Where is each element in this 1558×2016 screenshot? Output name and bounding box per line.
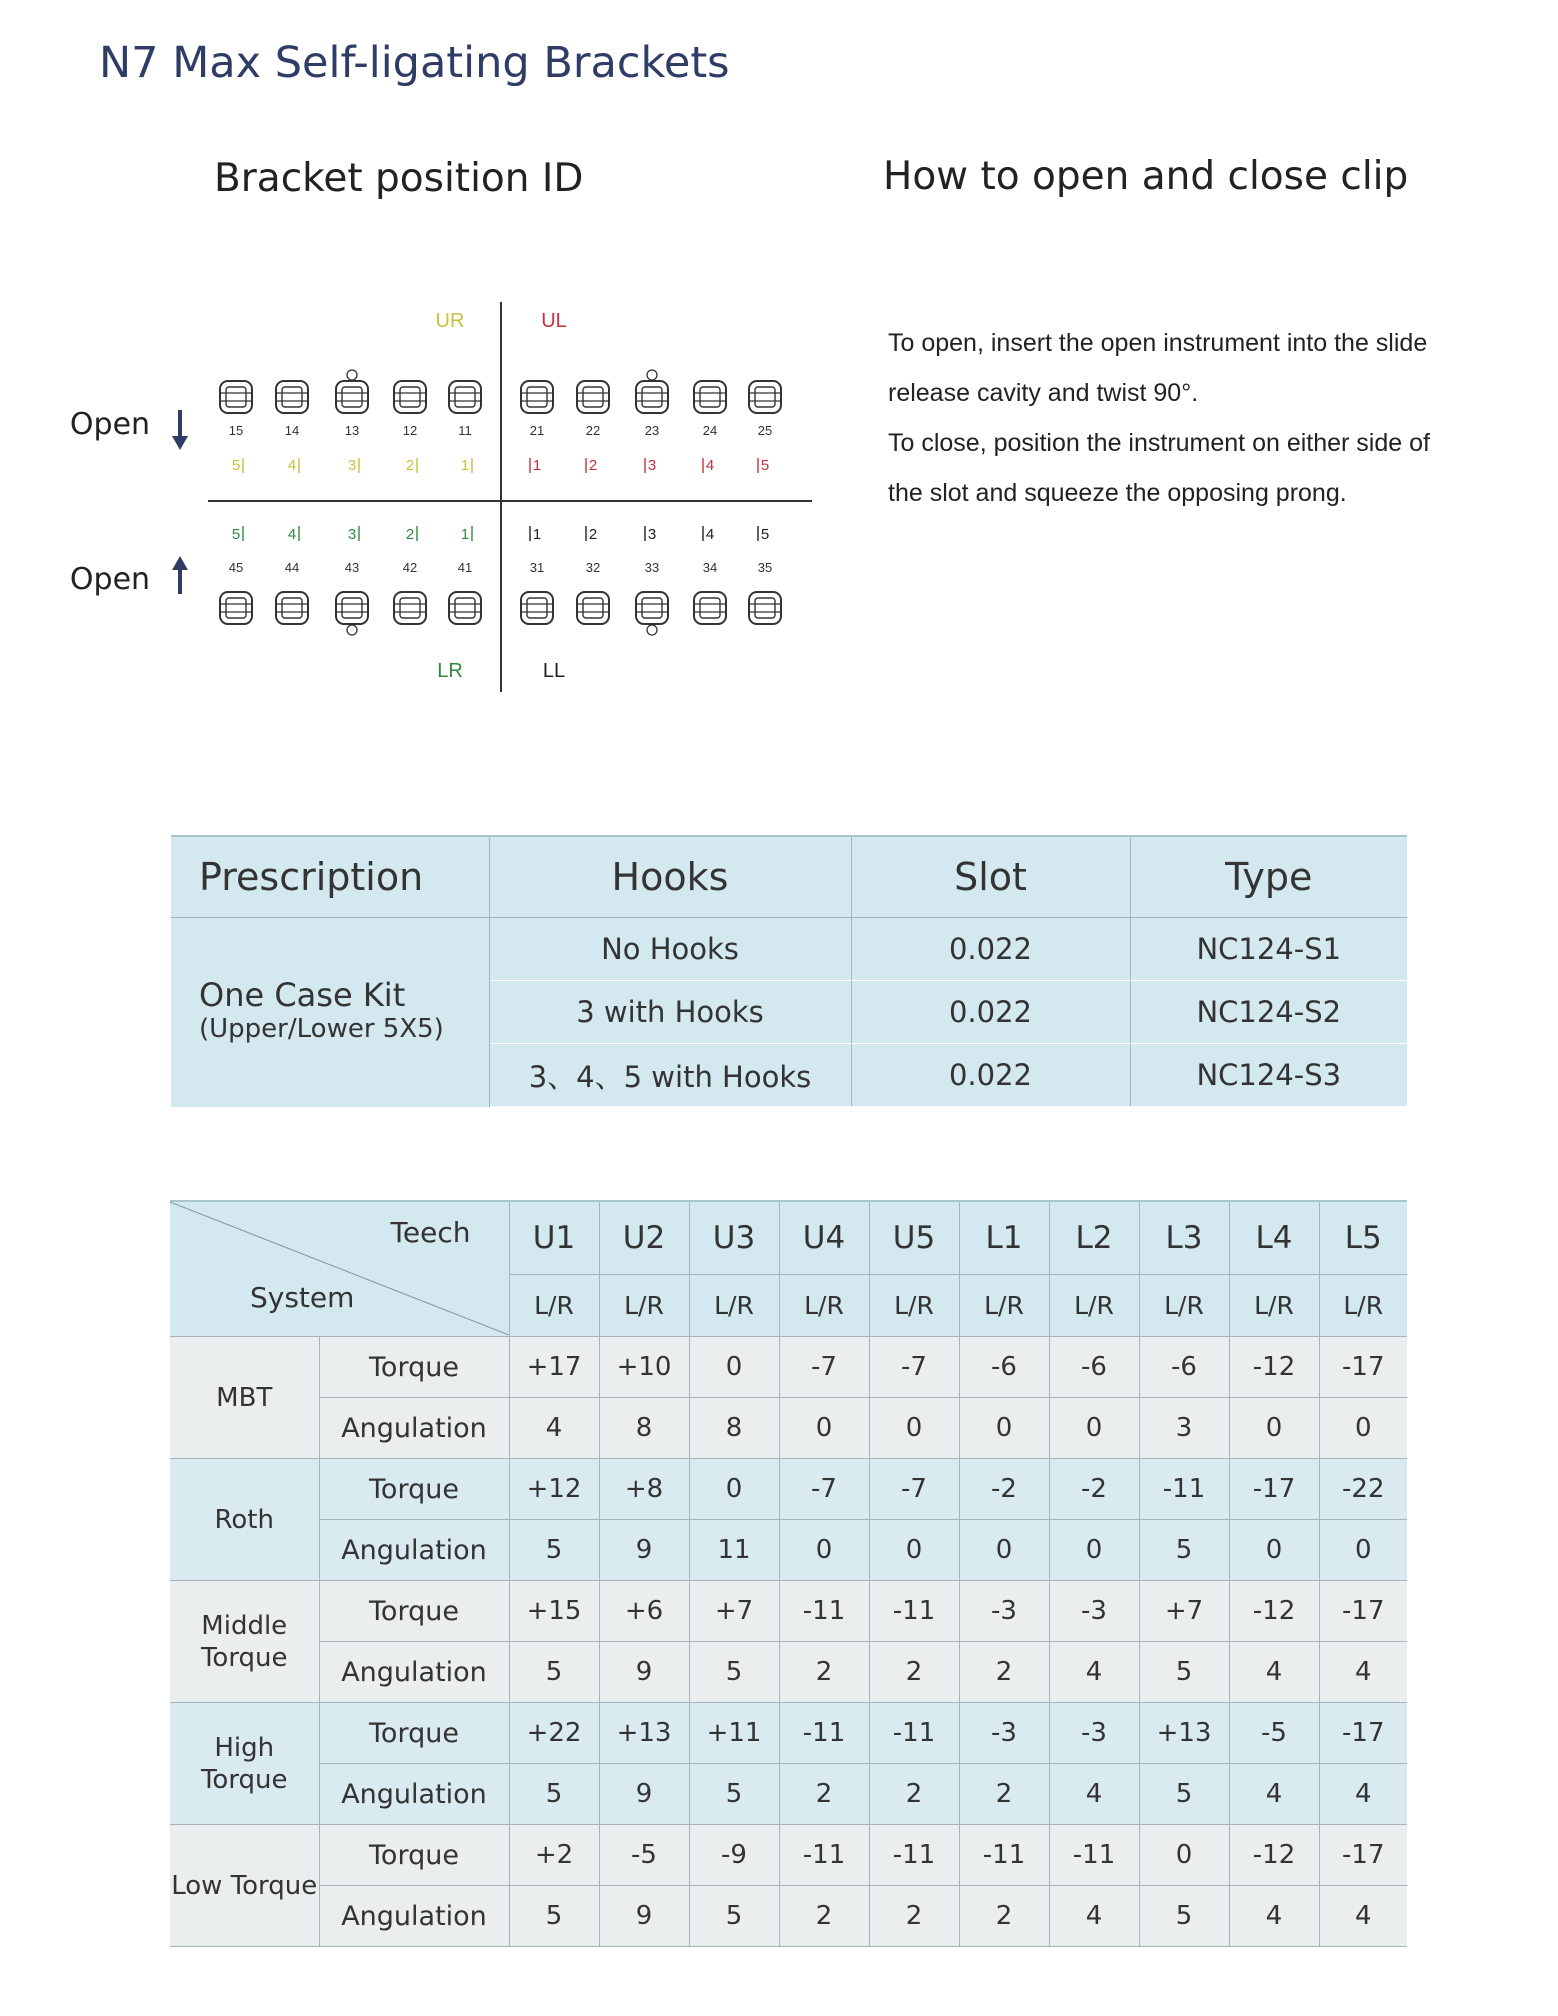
position-id-ur: 5 (231, 457, 241, 474)
torque-value: -11 (1139, 1459, 1229, 1520)
angulation-value: 5 (509, 1886, 599, 1947)
spec-header-row (170, 1201, 1407, 1275)
torque-value: +13 (1139, 1703, 1229, 1764)
bracket-lower-left (521, 592, 553, 624)
torque-value: +22 (509, 1703, 599, 1764)
header-hooks: Hooks (489, 836, 851, 918)
header-prescription: Prescription (171, 836, 489, 918)
position-id-ur: 2 (405, 457, 415, 474)
kit-name: One Case Kit (199, 976, 406, 1015)
position-id-ll: 4 (705, 526, 715, 543)
param-label: Torque (319, 1825, 509, 1886)
torque-value: -11 (869, 1581, 959, 1642)
position-id-ul: 1 (532, 457, 542, 474)
tooth-number: 13 (344, 423, 360, 438)
prescription-header-row (171, 836, 1407, 918)
torque-value: -17 (1319, 1703, 1407, 1764)
tooth-number: 44 (284, 560, 300, 575)
tooth-number: 25 (757, 423, 773, 438)
param-label: Torque (319, 1581, 509, 1642)
type-cell: NC124-S1 (1130, 918, 1407, 981)
page-title: N7 Max Self-ligating Brackets (99, 38, 730, 88)
angulation-row (170, 1764, 1407, 1825)
side-header: L/R (779, 1275, 869, 1337)
param-label: Torque (319, 1459, 509, 1520)
angulation-value: 4 (1049, 1642, 1139, 1703)
quadrant-label-ul: UL (541, 310, 567, 332)
tooth-header: L2 (1049, 1201, 1139, 1275)
angulation-value: 5 (689, 1886, 779, 1947)
position-id-lr: 5 (231, 526, 241, 543)
angulation-value: 4 (1049, 1886, 1139, 1947)
tooth-number: 15 (228, 423, 244, 438)
angulation-value: 4 (1229, 1642, 1319, 1703)
header-type: Type (1130, 836, 1407, 918)
angulation-value: 2 (959, 1642, 1049, 1703)
torque-value: -6 (959, 1337, 1049, 1398)
torque-value: -7 (779, 1337, 869, 1398)
prescription-row (171, 918, 1407, 981)
slot-cell: 0.022 (851, 1044, 1130, 1107)
angulation-value: 0 (1049, 1398, 1139, 1459)
angulation-value: 5 (1139, 1642, 1229, 1703)
tooth-number: 31 (529, 560, 545, 575)
angulation-value: 5 (509, 1520, 599, 1581)
torque-value: -7 (779, 1459, 869, 1520)
type-cell: NC124-S2 (1130, 981, 1407, 1044)
position-id-ur: 4 (287, 457, 297, 474)
angulation-value: 2 (959, 1764, 1049, 1825)
torque-value: +7 (689, 1581, 779, 1642)
angulation-value: 5 (1139, 1764, 1229, 1825)
torque-value: +12 (509, 1459, 599, 1520)
bracket-position-title: Bracket position ID (214, 156, 584, 201)
angulation-value: 11 (689, 1520, 779, 1581)
position-id-ul: 2 (588, 457, 598, 474)
torque-value: -17 (1319, 1581, 1407, 1642)
system-name: High Torque (170, 1703, 319, 1825)
angulation-value: 2 (959, 1886, 1049, 1947)
bracket-lower-right (276, 592, 308, 624)
param-label: Torque (319, 1337, 509, 1398)
type-cell: NC124-S3 (1130, 1044, 1407, 1107)
angulation-value: 4 (1319, 1886, 1407, 1947)
torque-value: +8 (599, 1459, 689, 1520)
tooth-number: 21 (529, 423, 545, 438)
angulation-value: 9 (599, 1520, 689, 1581)
position-id-ul: 3 (647, 457, 657, 474)
position-id-ur: 3 (347, 457, 357, 474)
torque-value: +11 (689, 1703, 779, 1764)
system-name: Low Torque (170, 1825, 319, 1947)
angulation-value: 0 (869, 1398, 959, 1459)
torque-value: -17 (1319, 1337, 1407, 1398)
hooks-cell: No Hooks (489, 918, 851, 981)
tooth-number: 35 (757, 560, 773, 575)
torque-value: -12 (1229, 1337, 1319, 1398)
angulation-row (170, 1520, 1407, 1581)
angulation-row (170, 1642, 1407, 1703)
tooth-number: 41 (457, 560, 473, 575)
open-label-upper: Open (69, 407, 151, 442)
position-id-ul: 4 (705, 457, 715, 474)
angulation-value: 0 (779, 1398, 869, 1459)
side-header: L/R (1319, 1275, 1407, 1337)
side-header: L/R (689, 1275, 779, 1337)
tooth-number: 11 (458, 423, 472, 438)
side-header: L/R (509, 1275, 599, 1337)
bracket-lower-left (636, 592, 668, 635)
torque-value: +2 (509, 1825, 599, 1886)
torque-value: -11 (869, 1825, 959, 1886)
position-id-lr: 1 (460, 526, 470, 543)
angulation-value: 4 (1319, 1642, 1407, 1703)
torque-value: -6 (1049, 1337, 1139, 1398)
system-name: MBT (170, 1337, 319, 1459)
arrow-up-head-icon (172, 556, 188, 570)
torque-value: +15 (509, 1581, 599, 1642)
tooth-header: L4 (1229, 1201, 1319, 1275)
torque-row (170, 1459, 1407, 1520)
slot-cell: 0.022 (851, 981, 1130, 1044)
angulation-value: 4 (509, 1398, 599, 1459)
side-header: L/R (1049, 1275, 1139, 1337)
kit-cell (171, 918, 489, 1107)
tooth-header: L3 (1139, 1201, 1229, 1275)
side-header: L/R (1229, 1275, 1319, 1337)
angulation-value: 8 (599, 1398, 689, 1459)
angulation-value: 0 (1319, 1520, 1407, 1581)
close-instruction: To close, position the instrument on either side of the slot and squeeze the opposing prong. (888, 429, 1430, 507)
angulation-value: 2 (869, 1642, 959, 1703)
bracket-lower-left (577, 592, 609, 624)
torque-row (170, 1581, 1407, 1642)
side-header: L/R (959, 1275, 1049, 1337)
angulation-row (170, 1398, 1407, 1459)
bracket-upper-right (449, 381, 481, 413)
bracket-upper-right (336, 370, 368, 413)
system-name: Middle Torque (170, 1581, 319, 1703)
hooks-cell: 3、4、5 with Hooks (489, 1044, 851, 1107)
torque-value: -22 (1319, 1459, 1407, 1520)
angulation-value: 9 (599, 1886, 689, 1947)
angulation-value: 4 (1319, 1764, 1407, 1825)
side-header: L/R (1139, 1275, 1229, 1337)
angulation-value: 0 (959, 1520, 1049, 1581)
bracket-lower-right (394, 592, 426, 624)
angulation-row (170, 1886, 1407, 1947)
angulation-value: 2 (779, 1764, 869, 1825)
position-id-ll: 5 (760, 526, 770, 543)
bracket-upper-left (577, 381, 609, 413)
tooth-number: 32 (585, 560, 601, 575)
quadrant-label-lr: LR (437, 660, 463, 682)
header-slot: Slot (851, 836, 1130, 918)
tooth-number: 22 (585, 423, 601, 438)
torque-value: -7 (869, 1337, 959, 1398)
torque-row (170, 1703, 1407, 1764)
angulation-value: 0 (1229, 1398, 1319, 1459)
angulation-value: 5 (509, 1642, 599, 1703)
corner-header (170, 1201, 509, 1337)
torque-value: -3 (959, 1703, 1049, 1764)
torque-value: -2 (1049, 1459, 1139, 1520)
bracket-lower-right (449, 592, 481, 624)
torque-row (170, 1825, 1407, 1886)
angulation-value: 0 (1319, 1398, 1407, 1459)
hooks-cell: 3 with Hooks (489, 981, 851, 1044)
angulation-value: 4 (1049, 1764, 1139, 1825)
angulation-value: 9 (599, 1764, 689, 1825)
param-label: Angulation (319, 1642, 509, 1703)
param-label: Angulation (319, 1886, 509, 1947)
angulation-value: 5 (509, 1764, 599, 1825)
param-label: Angulation (319, 1520, 509, 1581)
bracket-upper-left (521, 381, 553, 413)
angulation-value: 2 (869, 1764, 959, 1825)
angulation-value: 2 (779, 1642, 869, 1703)
system-name: Roth (170, 1459, 319, 1581)
torque-value: +13 (599, 1703, 689, 1764)
slot-cell: 0.022 (851, 918, 1130, 981)
tooth-number: 23 (644, 423, 660, 438)
side-header: L/R (869, 1275, 959, 1337)
tooth-header: U4 (779, 1201, 869, 1275)
torque-value: +7 (1139, 1581, 1229, 1642)
angulation-value: 0 (1229, 1520, 1319, 1581)
tooth-number: 12 (402, 423, 418, 438)
bracket-lower-left (749, 592, 781, 624)
tooth-number: 43 (344, 560, 360, 575)
torque-value: -11 (779, 1825, 869, 1886)
angulation-value: 0 (779, 1520, 869, 1581)
tooth-header: U3 (689, 1201, 779, 1275)
angulation-value: 4 (1229, 1886, 1319, 1947)
position-id-lr: 4 (287, 526, 297, 543)
tooth-header: U5 (869, 1201, 959, 1275)
bracket-lower-right (220, 592, 252, 624)
torque-value: +6 (599, 1581, 689, 1642)
open-label-lower: Open (69, 562, 151, 597)
tooth-number: 33 (644, 560, 660, 575)
position-id-lr: 3 (347, 526, 357, 543)
torque-value: -6 (1139, 1337, 1229, 1398)
angulation-value: 4 (1229, 1764, 1319, 1825)
tooth-header: U1 (509, 1201, 599, 1275)
kit-detail: (Upper/Lower 5X5) (199, 1014, 444, 1045)
bracket-upper-left (694, 381, 726, 413)
angulation-value: 8 (689, 1398, 779, 1459)
param-label: Angulation (319, 1764, 509, 1825)
tooth-number: 34 (702, 560, 718, 575)
torque-value: -11 (779, 1703, 869, 1764)
angulation-value: 9 (599, 1642, 689, 1703)
bracket-upper-right (276, 381, 308, 413)
angulation-value: 5 (1139, 1886, 1229, 1947)
param-label: Torque (319, 1703, 509, 1764)
bracket-position-diagram (60, 290, 830, 710)
tooth-number: 14 (284, 423, 300, 438)
bracket-spec-table (170, 1200, 1407, 1947)
position-id-ul: 5 (760, 457, 770, 474)
torque-value: -12 (1229, 1581, 1319, 1642)
angulation-value: 0 (959, 1398, 1049, 1459)
tooth-header: L1 (959, 1201, 1049, 1275)
bracket-upper-right (394, 381, 426, 413)
torque-value: -3 (1049, 1581, 1139, 1642)
position-id-ll: 2 (588, 526, 598, 543)
torque-value: -17 (1319, 1825, 1407, 1886)
position-id-ll: 1 (532, 526, 542, 543)
tooth-header: L5 (1319, 1201, 1407, 1275)
bracket-upper-left (636, 370, 668, 413)
torque-value: 0 (689, 1459, 779, 1520)
position-id-ll: 3 (647, 526, 657, 543)
clip-instructions (888, 318, 1448, 518)
torque-value: -3 (1049, 1703, 1139, 1764)
torque-value: -9 (689, 1825, 779, 1886)
clip-instructions-title: How to open and close clip (883, 154, 1409, 199)
torque-value: -7 (869, 1459, 959, 1520)
open-instruction: To open, insert the open instrument into the slide release cavity and twist 90°. (888, 329, 1428, 407)
arrow-down-head-icon (172, 436, 188, 450)
torque-row (170, 1337, 1407, 1398)
corner-system-label: System (250, 1281, 355, 1314)
angulation-value: 2 (779, 1886, 869, 1947)
torque-value: -11 (1049, 1825, 1139, 1886)
angulation-value: 5 (689, 1764, 779, 1825)
bracket-lower-right (336, 592, 368, 635)
torque-value: -17 (1229, 1459, 1319, 1520)
torque-value: -11 (959, 1825, 1049, 1886)
param-label: Angulation (319, 1398, 509, 1459)
torque-value: +17 (509, 1337, 599, 1398)
bracket-upper-right (220, 381, 252, 413)
torque-value: -11 (869, 1703, 959, 1764)
tooth-header: U2 (599, 1201, 689, 1275)
angulation-value: 3 (1139, 1398, 1229, 1459)
angulation-value: 5 (689, 1642, 779, 1703)
torque-value: -11 (779, 1581, 869, 1642)
torque-value: -5 (599, 1825, 689, 1886)
position-id-lr: 2 (405, 526, 415, 543)
bracket-lower-left (694, 592, 726, 624)
torque-value: -5 (1229, 1703, 1319, 1764)
torque-value: 0 (689, 1337, 779, 1398)
tooth-number: 45 (228, 560, 244, 575)
quadrant-label-ur: UR (435, 310, 465, 332)
angulation-value: 2 (869, 1886, 959, 1947)
tooth-number: 42 (402, 560, 418, 575)
side-header: L/R (599, 1275, 689, 1337)
prescription-table (171, 835, 1407, 1107)
torque-value: +10 (599, 1337, 689, 1398)
position-id-ur: 1 (460, 457, 470, 474)
angulation-value: 0 (869, 1520, 959, 1581)
quadrant-label-ll: LL (542, 660, 566, 682)
torque-value: -3 (959, 1581, 1049, 1642)
angulation-value: 0 (1049, 1520, 1139, 1581)
tooth-number: 24 (702, 423, 718, 438)
torque-value: 0 (1139, 1825, 1229, 1886)
corner-teech-label: Teech (390, 1216, 471, 1249)
bracket-upper-left (749, 381, 781, 413)
torque-value: -12 (1229, 1825, 1319, 1886)
angulation-value: 5 (1139, 1520, 1229, 1581)
torque-value: -2 (959, 1459, 1049, 1520)
